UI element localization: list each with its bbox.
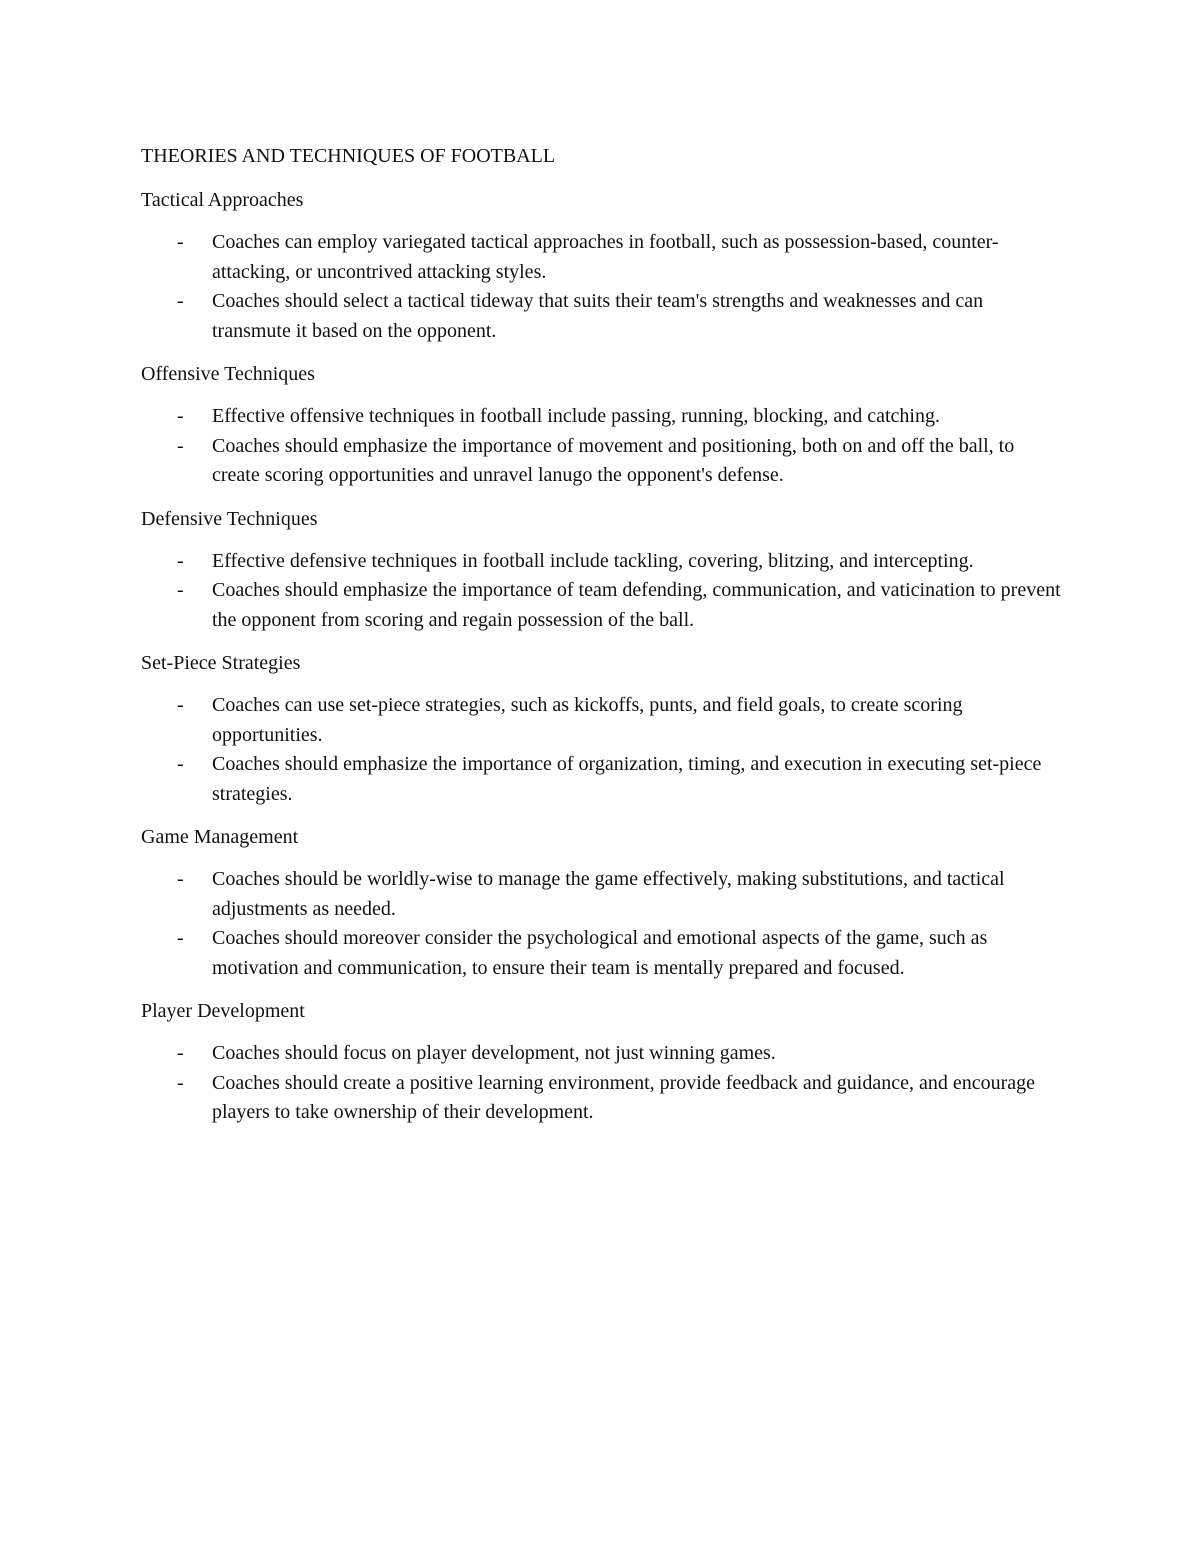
bullet-item (141, 228, 1061, 287)
bullet-text: Coaches should focus on player development, not just winning games. (212, 1042, 776, 1064)
bullet-dash: - (177, 405, 184, 427)
bullet-text: Coaches can use set-piece strategies, such as kickoffs, punts, and field goals, to create scoring opportunities. (212, 694, 963, 746)
section-tactical-approaches (141, 184, 1061, 346)
bullet-item (141, 1039, 1061, 1069)
bullet-text: Coaches should be worldly-wise to manage the game effectively, making substitutions, and tactical adjustments as needed. (212, 868, 1005, 920)
bullet-item (141, 865, 1061, 924)
bullet-text: Coaches can employ variegated tactical approaches in football, such as possession-based, counter-attacking, or uncontrived attacking styles. (212, 231, 999, 283)
bullet-dash: - (177, 868, 184, 890)
bullet-list (141, 865, 1061, 983)
bullet-list (141, 691, 1061, 809)
section-set-piece-strategies (141, 647, 1061, 809)
bullet-dash: - (177, 1071, 184, 1094)
bullet-dash: - (177, 1042, 184, 1064)
bullet-list (141, 402, 1061, 491)
section-heading: Defensive Techniques (141, 507, 318, 530)
section-heading: Tactical Approaches (141, 189, 304, 211)
bullet-text: Coaches should emphasize the importance of team defending, communication, and vaticination to prevent the opponent from scoring and regain possession of the ball. (212, 579, 1061, 631)
bullet-dash: - (177, 694, 184, 716)
section-heading: Game Management (141, 826, 299, 848)
bullet-item (141, 576, 1061, 635)
section-player-development (141, 995, 1061, 1128)
bullet-list (141, 228, 1061, 346)
section-defensive-techniques (141, 503, 1061, 636)
bullet-text: Effective offensive techniques in football include passing, running, blocking, and catching. (212, 405, 940, 427)
bullet-text: Effective defensive techniques in football include tackling, covering, blitzing, and intercepting. (212, 549, 974, 572)
section-offensive-techniques (141, 358, 1061, 491)
bullet-item (141, 402, 1061, 432)
bullet-dash: - (177, 753, 184, 775)
bullet-item (141, 1069, 1061, 1128)
bullet-dash: - (177, 434, 184, 457)
bullet-item (141, 691, 1061, 750)
bullet-list (141, 547, 1061, 636)
bullet-text: Coaches should moreover consider the psychological and emotional aspects of the game, such as motivation and communication, to ensure their team is mentally prepared and focused. (212, 927, 988, 979)
bullet-item (141, 547, 1061, 577)
bullet-item (141, 432, 1061, 491)
document-title: THEORIES AND TECHNIQUES OF FOOTBALL (141, 145, 556, 167)
bullet-item (141, 924, 1061, 983)
bullet-dash: - (177, 579, 184, 601)
bullet-dash: - (177, 549, 184, 572)
section-heading: Offensive Techniques (141, 363, 315, 385)
bullet-dash: - (177, 290, 184, 312)
bullet-list (141, 1039, 1061, 1128)
section-heading: Set-Piece Strategies (141, 652, 301, 674)
bullet-text: Coaches should select a tactical tideway that suits their team's strengths and weaknesses and can transmute it based on the opponent. (212, 290, 984, 342)
document-page (141, 140, 1061, 1140)
bullet-item (141, 287, 1061, 346)
bullet-dash: - (177, 927, 184, 949)
bullet-text: Coaches should emphasize the importance of organization, timing, and execution in executing set-piece strategies. (212, 753, 1042, 805)
section-game-management (141, 821, 1061, 983)
bullet-text: Coaches should create a positive learning environment, provide feedback and guidance, and encourage players to take ownership of their development. (212, 1071, 1036, 1123)
bullet-dash: - (177, 231, 184, 253)
section-heading: Player Development (141, 1000, 305, 1022)
bullet-text: Coaches should emphasize the importance of movement and positioning, both on and off the ball, to create scoring opportunities and unravel lanugo the opponent's defense. (212, 434, 1015, 486)
bullet-item (141, 750, 1061, 809)
